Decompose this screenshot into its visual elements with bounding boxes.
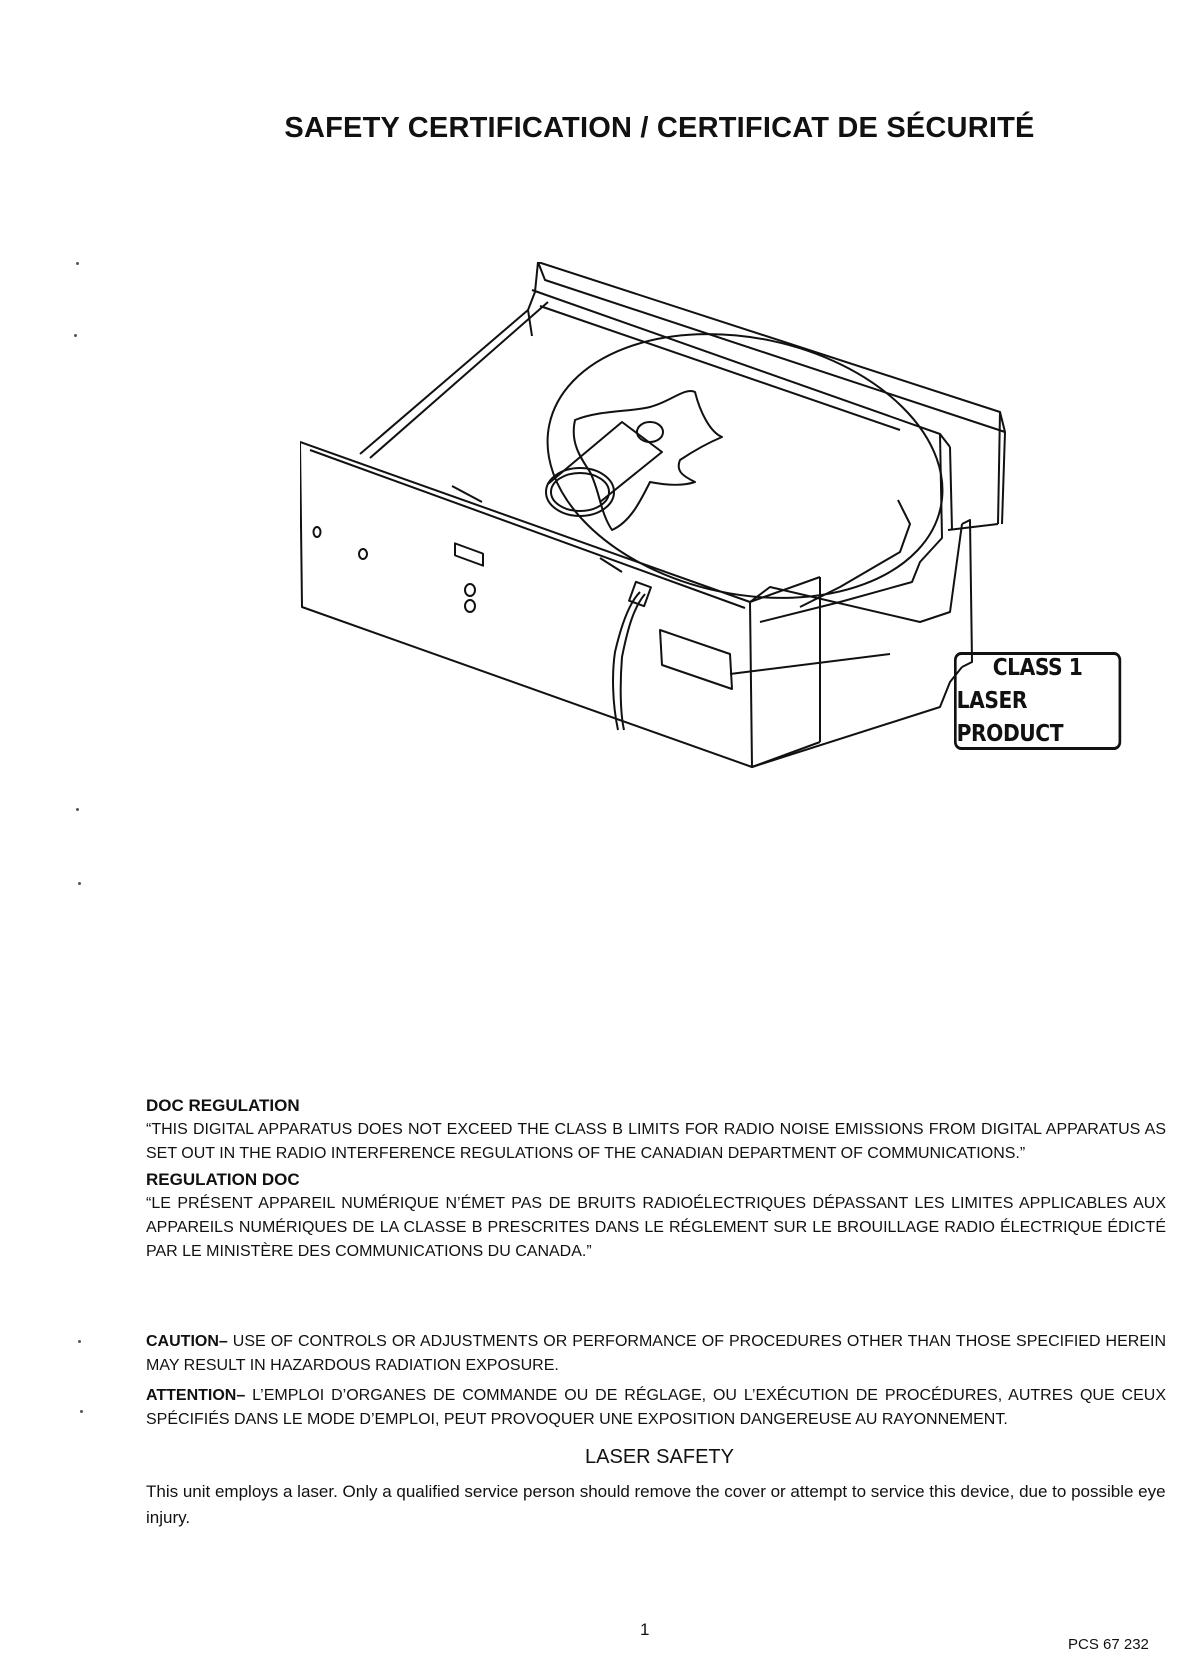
laser-safety-heading: LASER SAFETY xyxy=(585,1446,734,1468)
regulation-doc-body: “LE PRÉSENT APPAREIL NUMÉRIQUE N’ÉMET PAS DE BRUITS RADIOÉLECTRIQUES DÉPASSANT LES LIMITES APPLICABLES AUX APPAREILS NUMÉRIQUES DE LA CLASSE B PRESCRITES DANS LE RÉGLEMENT SUR LE BROUILLAGE RADIO ÉLECTRIQUE ÉDICTÉ PAR LE MINISTÈRE DES COMMUNICATIONS DU CANADA.” xyxy=(146,1195,1166,1260)
scan-speck xyxy=(76,808,79,811)
scan-speck xyxy=(78,882,81,885)
front-panel xyxy=(300,442,752,767)
caution-text: USE OF CONTROLS OR ADJUSTMENTS OR PERFORMANCE OF PROCEDURES OTHER THAN THOSE SPECIFIED HEREIN MAY RESULT IN HAZARDOUS RADIATION EXPOSURE. xyxy=(146,1333,1166,1374)
attention-text: L’EMPLOI D’ORGANES DE COMMANDE OU DE RÉGLAGE, OU L’EXÉCUTION DE PROCÉDURES, AUTRES QUE CEUX SPÉCIFIÉS DANS LE MODE D’EMPLOI, PEUT PROVOQUER UNE EXPOSITION DANGEREUSE AU RAYONNEMENT. xyxy=(146,1387,1166,1428)
page-number: 1 xyxy=(640,1620,650,1639)
doc-regulation-body: “THIS DIGITAL APPARATUS DOES NOT EXCEED THE CLASS B LIMITS FOR RADIO NOISE EMISSIONS FROM DIGITAL APPARATUS AS SET OUT IN THE RADIO INTERFERENCE REGULATIONS OF THE CANADIAN DEPARTMENT OF COMMUNICATIONS.” xyxy=(146,1121,1166,1162)
doc-regulation-heading: DOC REGULATION xyxy=(146,1096,300,1115)
doc-regulation-section xyxy=(146,1096,1166,1264)
attention-paragraph xyxy=(146,1384,1166,1432)
disc xyxy=(523,299,967,633)
document-reference: PCS 67 232 xyxy=(1068,1636,1149,1653)
caution-label: CAUTION– xyxy=(146,1333,228,1350)
knob-small-2 xyxy=(359,549,367,559)
scan-speck xyxy=(78,1340,81,1343)
caution-section xyxy=(146,1330,1166,1438)
knob-4 xyxy=(465,600,475,612)
scan-speck xyxy=(80,1410,83,1413)
caution-paragraph xyxy=(146,1330,1166,1378)
callout-line xyxy=(730,654,890,674)
turntable-clamp xyxy=(574,391,722,530)
power-cable xyxy=(613,592,640,730)
class1-laser-label xyxy=(954,652,1121,750)
knob-3 xyxy=(465,584,475,596)
hub-ring xyxy=(546,468,614,516)
rear-frame xyxy=(538,262,1005,432)
label-line-1: CLASS 1 xyxy=(992,654,1083,681)
scan-speck xyxy=(76,262,79,265)
knob-small-1 xyxy=(314,527,321,537)
laser-safety-body: This unit employs a laser. Only a qualified service person should remove the cover or attempt to service this device, due to possible eye injury. xyxy=(146,1482,1166,1527)
regulation-doc-heading: REGULATION DOC xyxy=(146,1170,300,1189)
attention-label: ATTENTION– xyxy=(146,1387,246,1404)
label-line-2: LASER PRODUCT xyxy=(956,687,1064,747)
scan-speck xyxy=(74,334,77,337)
page-title: SAFETY CERTIFICATION / CERTIFICAT DE SÉCURITÉ xyxy=(284,112,1035,144)
spindle-cap xyxy=(637,422,663,442)
display-window xyxy=(660,630,732,689)
